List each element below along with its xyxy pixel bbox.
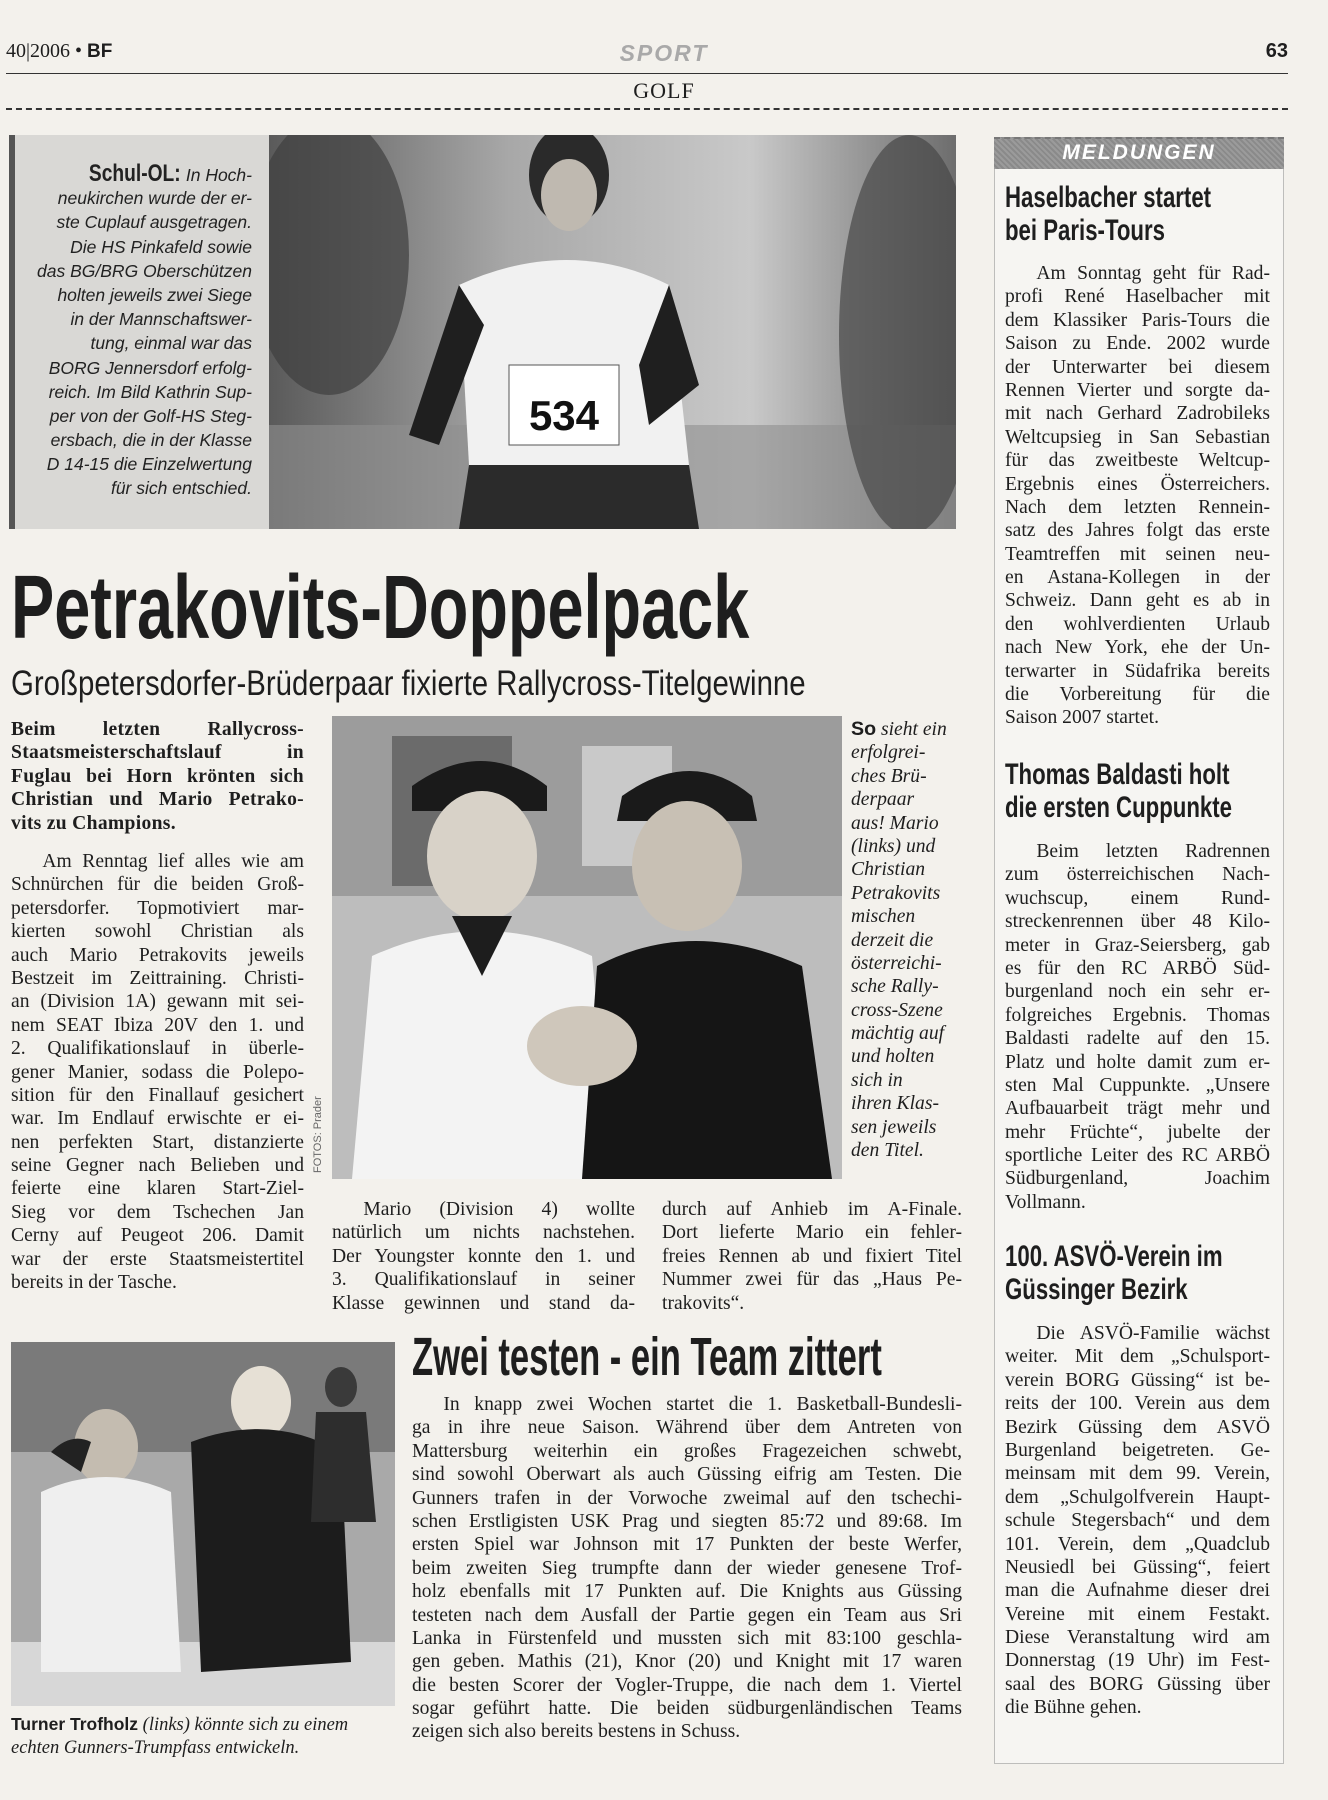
text-line: Christian und Mario Petrako- xyxy=(11,789,304,811)
text-line: meinsam mit dem 99. Verein, xyxy=(1005,1463,1270,1485)
text-line: Nach dem letzten Rennein- xyxy=(1005,496,1270,518)
caption-first-text: sieht ein xyxy=(880,719,947,740)
article-subheadline xyxy=(11,664,957,704)
text-line: Vereine mit einem Festakt. xyxy=(1005,1603,1270,1625)
article-body-column-2 xyxy=(332,1198,635,1315)
text-line: mächtig auf xyxy=(851,1023,945,1045)
text-line: auch Mario Petrakovits jeweils xyxy=(11,944,304,966)
text-line: ches Brü- xyxy=(851,765,927,787)
text-line: meter in Graz-Seiersberg, gab xyxy=(1005,934,1270,956)
issue-divider: | xyxy=(26,40,31,62)
text-line: dem „Schulgolfverein Haupt- xyxy=(1005,1486,1270,1508)
text-line: gener Manier, sodass die Polepo- xyxy=(11,1061,304,1083)
text-line: Bezirk Güssing dem ASVÖ xyxy=(1005,1416,1270,1438)
text-line: Platz und holte damit zum er- xyxy=(1005,1051,1270,1073)
text-line: und holten xyxy=(851,1046,935,1068)
text-line: sten Mal Cuppunkte. „Unsere xyxy=(1005,1074,1270,1096)
page-number: 63 xyxy=(1265,40,1288,62)
caption-first-line xyxy=(851,718,966,741)
dashed-divider xyxy=(6,108,1288,110)
text-line: reits der 100. Verein aus dem xyxy=(1005,1393,1270,1415)
text-line: sition für den Finallauf gesichert xyxy=(11,1084,304,1106)
text-line: vits zu Champions. xyxy=(11,812,176,834)
text-line: Mattersburg weiterhin ein großes Fragezeichen schwebt, xyxy=(412,1440,962,1462)
text-line: war. Im Endlauf erwischte er ei- xyxy=(11,1108,304,1130)
text-line: en Astana-Kollegen in der xyxy=(1005,567,1270,589)
brothers-photo xyxy=(332,716,842,1179)
news-item-headline xyxy=(1005,1240,1299,1306)
headline-line: die ersten Cuppunkte xyxy=(1005,791,1232,824)
text-line: Burgenland beigetreten. Ge- xyxy=(1005,1439,1270,1461)
text-line: neukirchen wurde der er- xyxy=(57,188,252,209)
section-title: SPORT xyxy=(619,40,709,66)
header-rule xyxy=(6,73,1288,74)
text-line: Nummer zwei für das „Haus Pe- xyxy=(662,1269,962,1291)
text-line: man die Aufnahme dieser drei xyxy=(1005,1580,1270,1602)
news-item-headline xyxy=(1005,758,1312,824)
news-item-body xyxy=(1005,840,1270,1214)
text-line: Sieg vor dem Tschechen Jan xyxy=(11,1201,304,1223)
article-body-column-3 xyxy=(662,1198,962,1315)
text-line: den Titel. xyxy=(851,1140,924,1162)
text-line: beim zweiten Sieg trumpfte dann der wieder genesene Trof- xyxy=(412,1557,962,1579)
text-line: Schweiz. Dann geht es ab in xyxy=(1005,590,1270,612)
text-line: zeigen sich also bereits bestens in Schuss. xyxy=(412,1721,741,1743)
meldungen-header xyxy=(994,137,1284,169)
text-line: das BG/BRG Oberschützen xyxy=(37,260,252,281)
article-headline xyxy=(11,560,1036,656)
basketball-photo-caption xyxy=(11,1713,401,1760)
text-line: sich in xyxy=(851,1069,903,1091)
text-line: satz des Jahres folgt das erste xyxy=(1005,520,1270,542)
text-line: mehr Früchte“, jubelte der xyxy=(1005,1121,1270,1143)
text-line: Beim letzten Rallycross- xyxy=(11,719,304,740)
caption-first-text: In Hoch- xyxy=(185,165,252,185)
headline-text: Zwei testen - ein Team zittert xyxy=(412,1327,882,1387)
text-line: Die ASVÖ-Familie wächst xyxy=(1036,1323,1270,1344)
text-line: Rennen Vierter und sorgte da- xyxy=(1005,379,1270,401)
headline-line: bei Paris-Tours xyxy=(1005,214,1165,247)
text-line: Am Renntag lief alles wie am xyxy=(42,851,304,872)
text-line: Christian xyxy=(851,859,926,881)
news-item-body xyxy=(1005,262,1270,730)
text-line: Der Youngster konnte den 1. und xyxy=(332,1245,635,1267)
text-line: kierten sowohl Christian als xyxy=(11,921,304,943)
text-line: nem SEAT Ibiza 20V den 1. und xyxy=(11,1014,304,1036)
text-line: sche Rally- xyxy=(851,976,939,998)
caption-lead-in: So xyxy=(851,718,877,740)
text-line: aus! Mario xyxy=(851,812,939,834)
text-line: saal des BORG Güssing über xyxy=(1005,1673,1270,1695)
text-line: ihren Klas- xyxy=(851,1093,939,1115)
text-line: 2. Qualifikationslauf in überle- xyxy=(11,1038,304,1060)
text-line: schen Erstligisten USK Prag und siegten 85:72 und 89:68. Im xyxy=(412,1510,962,1532)
text-line: für das zweitbeste Weltcup- xyxy=(1005,450,1270,472)
text-line: für sich entschied. xyxy=(110,478,252,499)
text-line: verein BORG Güssing“ ist be- xyxy=(1005,1369,1270,1391)
text-line: Lanka in Fürstenfeld und mussten sich mit 83:100 geschla- xyxy=(412,1627,962,1649)
text-line: bereits in der Tasche. xyxy=(11,1272,177,1294)
text-line: Diese Veranstaltung wird am xyxy=(1005,1627,1270,1649)
publication-name: BF xyxy=(87,41,113,62)
news-item-body xyxy=(1005,1322,1270,1720)
text-line: Gunners trafen in der Vorwoche zweimal auf den tschechi- xyxy=(412,1487,962,1509)
text-line: testeten nach dem Ausfall der Partie gegen ein Team aus Sri xyxy=(412,1604,962,1626)
text-line: holz ebenfalls mit 17 Punkten auf. Die Knights aus Güssing xyxy=(412,1581,962,1603)
text-line: Schnürchen für die beiden Groß- xyxy=(11,874,304,896)
text-line: holten jeweils zwei Siege xyxy=(57,284,252,305)
caption-line-2: echten Gunners-Trumpfass entwickeln. xyxy=(11,1738,300,1758)
runner-photo xyxy=(269,135,956,529)
headline-line: Thomas Baldasti holt xyxy=(1005,758,1230,791)
text-line: ersbach, die in der Klasse xyxy=(50,430,252,451)
text-line: sogar geführt hatte. Die beiden südburgenländischen Teams xyxy=(412,1698,962,1720)
text-line: Saison 2007 startet. xyxy=(1005,707,1160,729)
text-line: Saison zu Ende. 2002 wurde xyxy=(1005,333,1270,355)
text-line: zum österreichischen Nach- xyxy=(1005,864,1270,886)
basketball-body xyxy=(412,1393,962,1744)
text-line: die Vorbereitung für die xyxy=(1005,684,1270,706)
subheadline-text: Großpetersdorfer-Brüderpaar fixierte Rallycross-Titelgewinne xyxy=(11,664,806,703)
schul-ol-caption xyxy=(14,162,252,501)
issue-number: 40 xyxy=(6,40,26,62)
text-line: dem Klassiker Paris-Tours die xyxy=(1005,309,1270,331)
text-line: Dort lieferte Mario ein fehler- xyxy=(662,1222,962,1244)
text-line: war der erste Staatsmeistertitel xyxy=(11,1248,304,1270)
text-line: Südburgenland, Joachim xyxy=(1005,1168,1270,1190)
text-line: burgenland noch ein sehr er- xyxy=(1005,981,1270,1003)
text-line: feierte eine klaren Start-Ziel- xyxy=(11,1178,304,1200)
text-line: Vollmann. xyxy=(1005,1191,1086,1213)
text-line: österreichi- xyxy=(851,952,942,974)
text-line: Staatsmeisterschaftslauf in xyxy=(11,742,304,764)
text-line: (links) und xyxy=(851,835,936,857)
text-line: derzeit die xyxy=(851,929,934,951)
headline-line: Güssinger Bezirk xyxy=(1005,1273,1188,1306)
text-line: es für den RC ARBÖ Süd- xyxy=(1005,957,1270,979)
headline-text: Petrakovits-Doppelpack xyxy=(11,558,750,658)
text-line: freies Rennen ab und fixiert Titel xyxy=(662,1245,962,1267)
text-line: reich. Im Bild Kathrin Sup- xyxy=(48,381,252,402)
text-line: Petrakovits xyxy=(851,882,941,904)
text-line: Mario (Division 4) wollte xyxy=(363,1199,635,1220)
photo-credit: FOTOS: Prader xyxy=(312,1096,324,1173)
text-line: nach New York, ehe der Un- xyxy=(1005,637,1270,659)
subsection-title: GOLF xyxy=(633,78,695,103)
text-line: Neusiedl bei Güssing“, feiert xyxy=(1005,1556,1270,1578)
basketball-photo xyxy=(11,1342,395,1706)
bullet: • xyxy=(75,40,83,62)
text-line: trakovits“. xyxy=(662,1292,745,1314)
text-line: ersten Spiel war Johnson mit 17 Punkten der beste Werfer, xyxy=(412,1534,962,1556)
text-line: durch auf Anhieb im A-Finale. xyxy=(662,1199,962,1220)
text-line: wuchscup, einem Rund- xyxy=(1005,887,1270,909)
text-line: der Unterwarter bei diesem xyxy=(1005,356,1270,378)
caption-text: (links) könnte sich zu einem xyxy=(142,1715,349,1735)
text-line: sind sowohl Oberwart als auch Güssing eifrig am Testen. Die xyxy=(412,1464,962,1486)
text-line: ga in ihre neue Saison. Während über dem Antreten von xyxy=(412,1417,962,1439)
text-line: mit nach Gerhard Zadrobileks xyxy=(1005,403,1270,425)
meldungen-label: MELDUNGEN xyxy=(1062,141,1216,164)
text-line: Die HS Pinkafeld sowie xyxy=(70,236,252,257)
article-lead xyxy=(11,718,304,835)
text-line: per von der Golf-HS Steg- xyxy=(49,405,252,426)
text-line: derpaar xyxy=(851,789,915,811)
text-line: Weltcupsieg in San Sebastian xyxy=(1005,426,1270,448)
text-line: erfolgrei- xyxy=(851,742,926,764)
text-line: Teamtreffen mit seinen neu- xyxy=(1005,543,1270,565)
text-line: Klasse gewinnen und stand da- xyxy=(332,1292,635,1314)
text-line: Am Sonntag geht für Rad- xyxy=(1036,263,1270,284)
text-line: 3. Qualifikationslauf in seiner xyxy=(332,1269,635,1291)
headline-line: 100. ASVÖ-Verein im xyxy=(1005,1240,1223,1273)
text-line: terwarter in Südafrika bereits xyxy=(1005,660,1270,682)
text-line: weiter. Mit dem „Schulsport- xyxy=(1005,1346,1270,1368)
text-line: die besten Scorer der Vogler-Truppe, die nach dem 1. Viertel xyxy=(412,1674,962,1696)
text-line: streckenrennen über 48 Kilo- xyxy=(1005,911,1270,933)
text-line: die Bühne gehen. xyxy=(1005,1697,1142,1719)
text-line: seine Gegner nach Belieben und xyxy=(11,1155,304,1177)
brothers-photo-caption xyxy=(851,718,966,1162)
caption-lines xyxy=(851,741,966,1162)
text-line: schule Stegersbach“ und dem xyxy=(1005,1510,1270,1532)
text-line: Bestzeit im Zeittraining. Christi- xyxy=(11,967,304,989)
article-body-column-1 xyxy=(11,850,304,1294)
text-line: den wohlverdienten Urlaub xyxy=(1005,613,1270,635)
text-line: petersdorfer. Topmotiviert mar- xyxy=(11,897,304,919)
caption-lines xyxy=(14,186,252,500)
text-line: in der Mannschaftswer- xyxy=(70,309,252,330)
headline-line: Haselbacher startet xyxy=(1005,181,1212,214)
text-line: mischen xyxy=(851,906,916,928)
text-line: gen geben. Mathis (21), Knor (20) und Knight mit 17 waren xyxy=(412,1651,962,1673)
text-line: Aufbauarbeit trägt mehr und xyxy=(1005,1098,1270,1120)
text-line: sportliche Leiter des RC ARBÖ xyxy=(1005,1145,1270,1167)
text-line: sen jeweils xyxy=(851,1116,937,1138)
text-line: natürlich um nichts nachstehen. xyxy=(332,1222,635,1244)
text-line: BORG Jennersdorf erfolg- xyxy=(48,357,252,378)
text-line: Baldasti radelte auf den 15. xyxy=(1005,1028,1270,1050)
bib-number: 534 xyxy=(528,392,600,439)
text-line: an (Division 1A) gewann mit sei- xyxy=(11,991,304,1013)
text-line: Beim letzten Radrennen xyxy=(1036,841,1270,862)
issue-year: 2006 xyxy=(30,40,71,62)
caption-lead-in: Schul-OL: xyxy=(89,160,181,187)
text-line: Ergebnis eines Österreichers. xyxy=(1005,473,1270,495)
text-line: profi René Haselbacher mit xyxy=(1005,286,1270,308)
text-line: 101. Verein, dem „Quadclub xyxy=(1005,1533,1270,1555)
text-line: nen perfekten Start, distanzierte xyxy=(11,1131,304,1153)
text-line: folgreiches Ergebnis. Thomas xyxy=(1005,1004,1270,1026)
text-line: Donnerstag (19 Uhr) im Fest- xyxy=(1005,1650,1270,1672)
text-line: In knapp zwei Wochen startet die 1. Basketball-Bundesli- xyxy=(443,1394,962,1415)
text-line: Fuglau bei Horn krönten sich xyxy=(11,765,304,787)
caption-lead-in: Turner Trofholz xyxy=(11,1714,139,1734)
caption-line-1 xyxy=(11,1713,401,1737)
text-line: cross-Szene xyxy=(851,999,943,1021)
caption-first-line xyxy=(14,162,252,186)
news-item-headline xyxy=(1005,181,1283,247)
text-line: Cerny auf Peugeot 206. Damit xyxy=(11,1225,304,1247)
text-line: D 14-15 die Einzelwertung xyxy=(46,454,252,475)
text-line: tung, einmal war das xyxy=(90,333,252,354)
text-line: ste Cuplauf ausgetragen. xyxy=(56,212,252,233)
